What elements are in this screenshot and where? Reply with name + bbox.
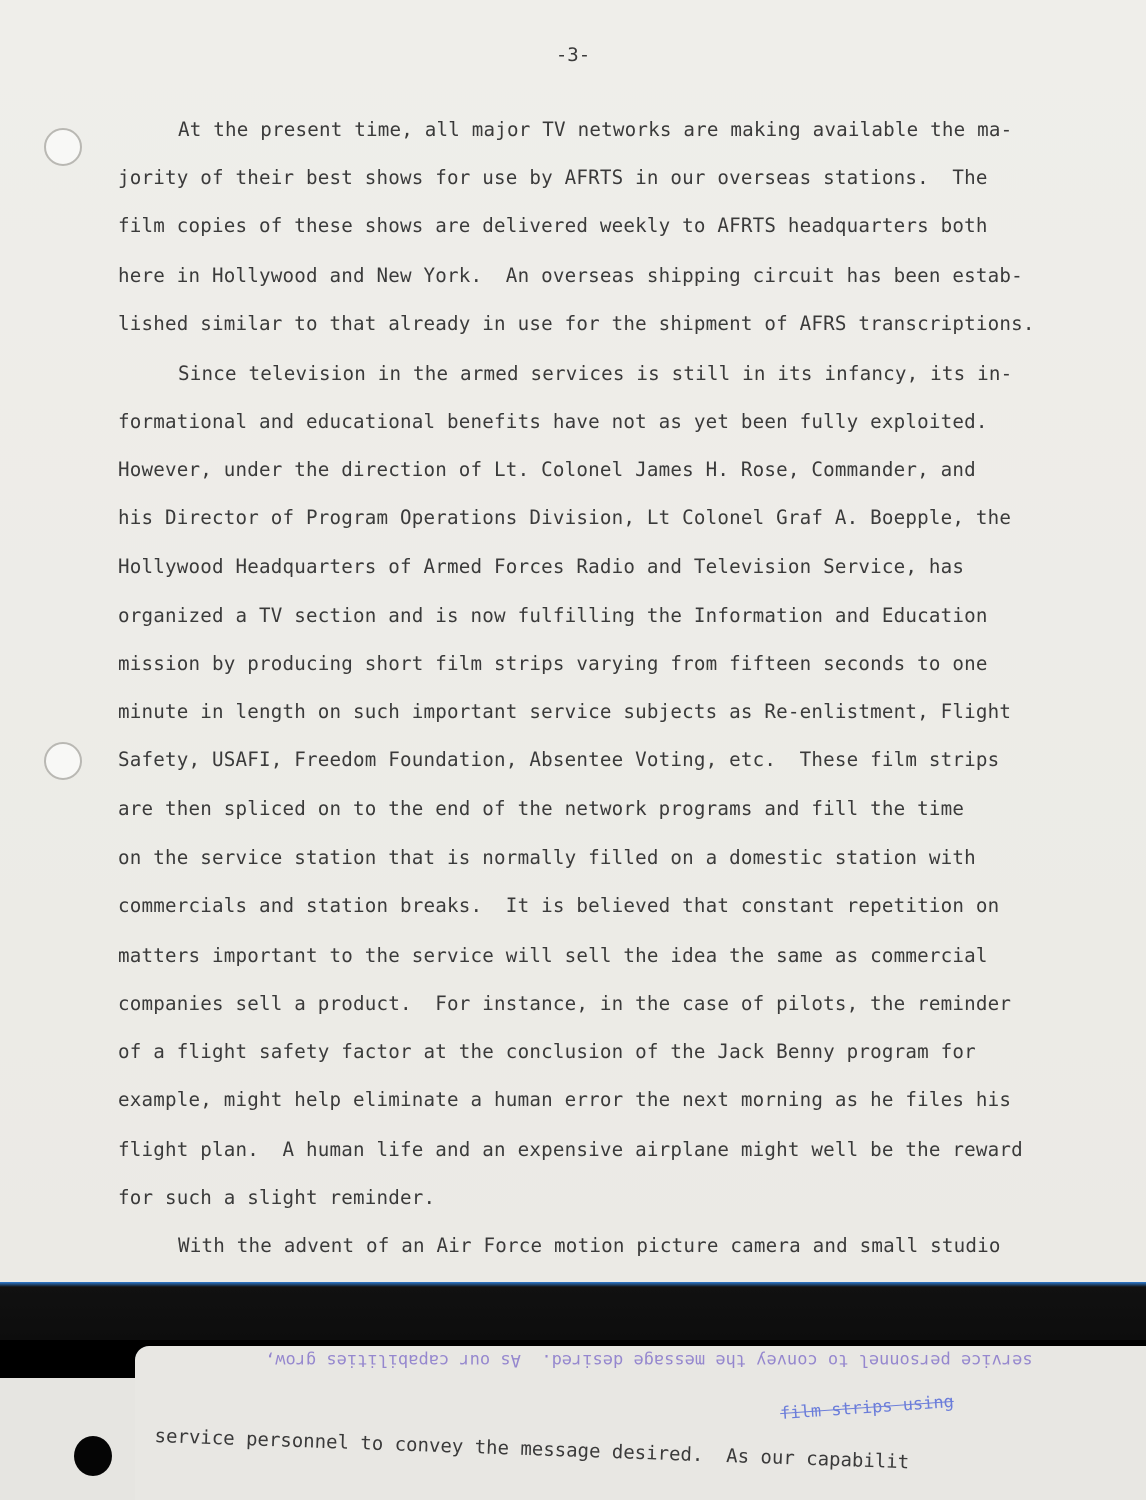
- text-line: are then spliced on to the end of the network programs and fill the time: [118, 797, 965, 820]
- bottom-left-sheet: [0, 1378, 140, 1500]
- text-line: Since television in the armed services is still in its infancy, its in-: [178, 362, 1013, 385]
- punch-hole-bottom: [74, 1436, 112, 1476]
- text-line: However, under the direction of Lt. Colonel James H. Rose, Commander, and: [118, 458, 976, 481]
- text-line: lished similar to that already in use for the shipment of AFRS transcriptions.: [118, 312, 1035, 335]
- text-line: example, might help eliminate a human error the next morning as he files his: [118, 1088, 1012, 1111]
- text-line: of a flight safety factor at the conclusion of the Jack Benny program for: [118, 1040, 976, 1063]
- text-line: for such a slight reminder.: [118, 1186, 436, 1209]
- text-line: flight plan. A human life and an expensive airplane might well be the reward: [118, 1138, 1023, 1161]
- text-line: jority of their best shows for use by AFRTS in our overseas stations. The: [118, 166, 988, 189]
- text-line: formational and educational benefits have not as yet been fully exploited.: [118, 410, 988, 433]
- bottom-line-text: service personnel to convey the message desired. As our capabilit: [154, 1425, 910, 1474]
- punch-hole-middle: [44, 742, 82, 780]
- text-line: mission by producing short film strips varying from fifteen seconds to one: [118, 652, 988, 675]
- text-line: matters important to the service will sell the idea the same as commercial: [118, 944, 988, 967]
- text-line: Hollywood Headquarters of Armed Forces Radio and Television Service, has: [118, 555, 965, 578]
- struck-through-text: film strips using: [779, 1391, 955, 1425]
- text-line: Safety, USAFI, Freedom Foundation, Absentee Voting, etc. These film strips: [118, 748, 1000, 771]
- text-line: With the advent of an Air Force motion picture camera and small studio: [178, 1234, 1001, 1257]
- text-line: minute in length on such important service subjects as Re-enlistment, Flight: [118, 700, 1012, 723]
- text-line: film copies of these shows are delivered weekly to AFRTS headquarters both: [118, 214, 988, 237]
- text-line: his Director of Program Operations Division, Lt Colonel Graf A. Boepple, the: [118, 506, 1012, 529]
- text-line: on the service station that is normally filled on a domestic station with: [118, 846, 976, 869]
- mirrored-offset-text: service personnel to convey the message desired. As our capabilities grow,: [265, 1350, 1033, 1370]
- text-line: here in Hollywood and New York. An overseas shipping circuit has been estab-: [118, 264, 1023, 287]
- text-line: companies sell a product. For instance, in the case of pilots, the reminder: [118, 992, 1012, 1015]
- text-line: At the present time, all major TV networks are making available the ma-: [178, 118, 1013, 141]
- text-line: commercials and station breaks. It is believed that constant repetition on: [118, 894, 1000, 917]
- punch-hole-top: [44, 128, 82, 166]
- text-line: organized a TV section and is now fulfilling the Information and Education: [118, 604, 988, 627]
- page-number: -3-: [555, 44, 591, 66]
